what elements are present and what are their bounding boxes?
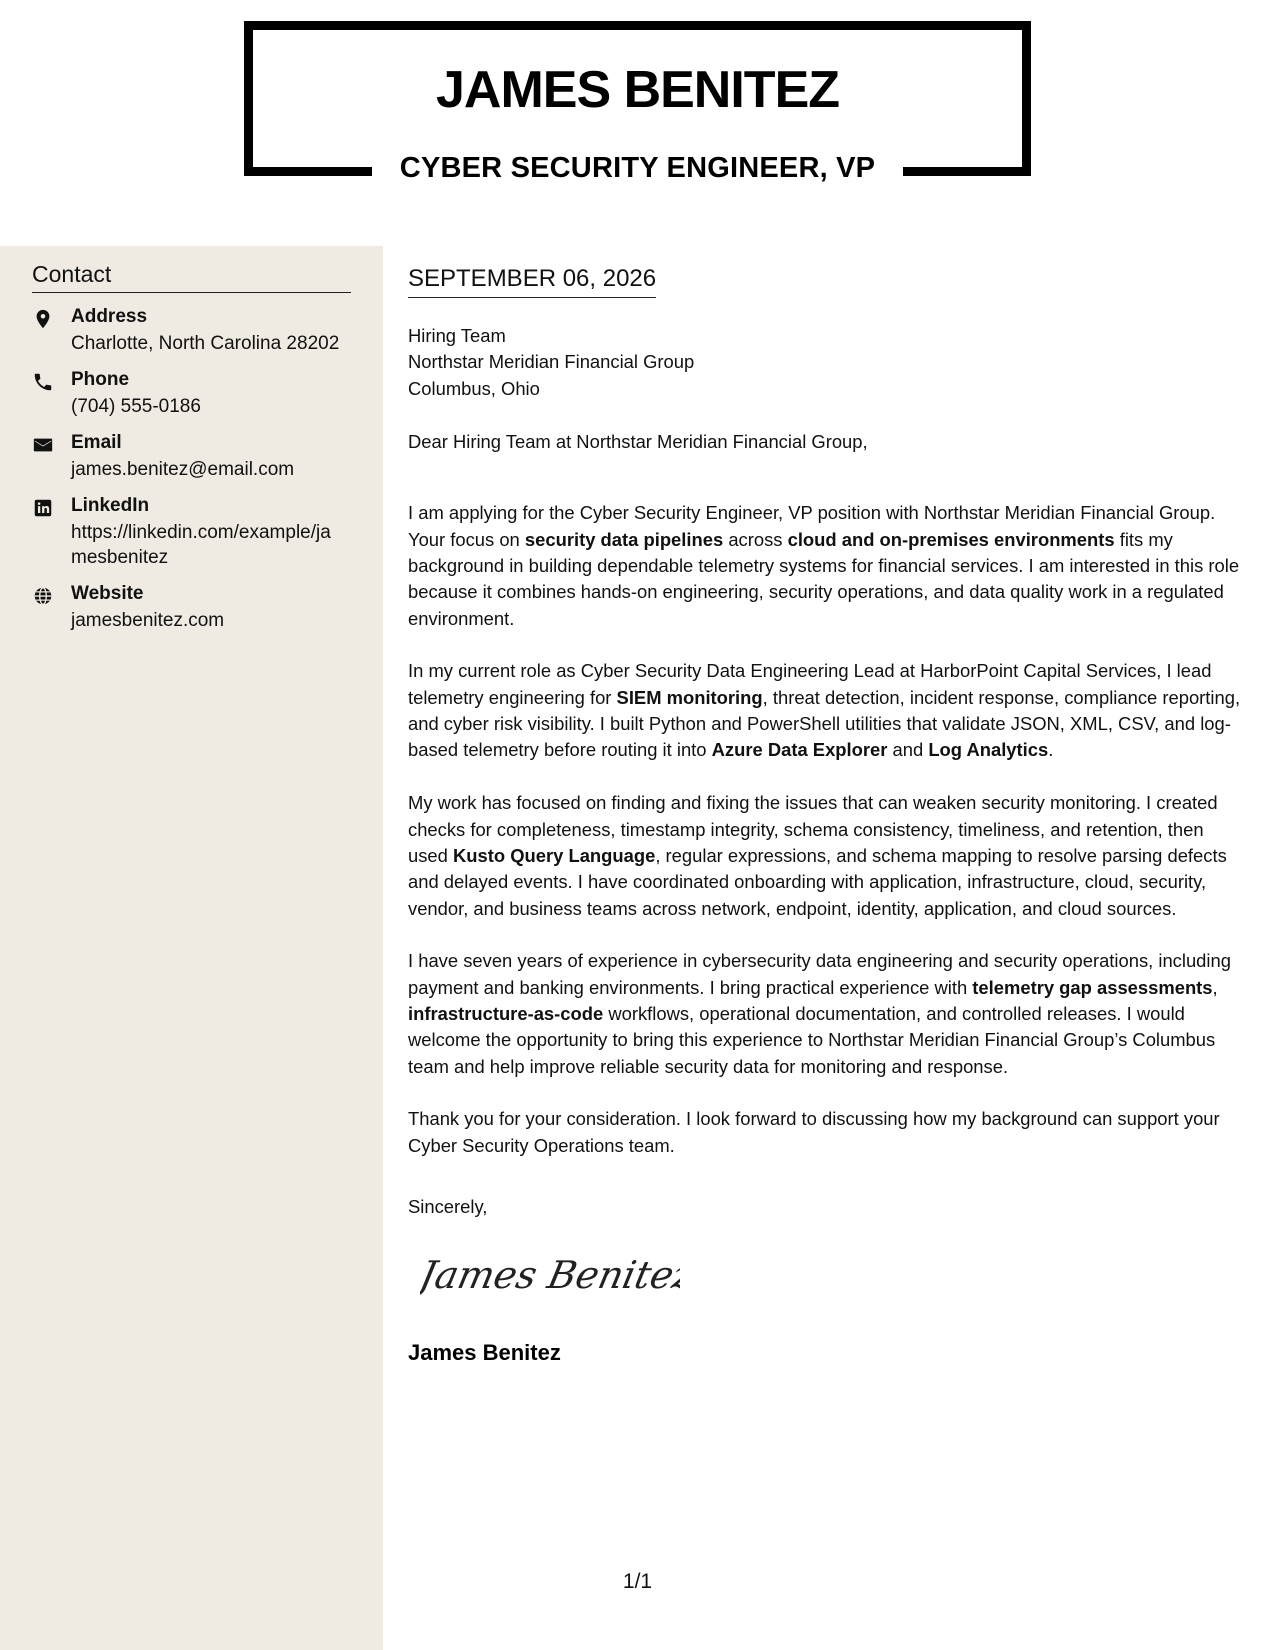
header-frame-bottom-right: [903, 167, 1031, 176]
bold-phrase: infrastructure-as-code: [408, 1002, 604, 1024]
text-run: I have seven years of experience in cybersecurity data engineering and security operations, including payment and banking environments. I bring practical experience with: [408, 950, 1231, 998]
contact-label: Website: [71, 583, 144, 604]
job-title: CYBER SECURITY ENGINEER, VP: [399, 152, 876, 184]
bold-phrase: cloud and on-premises environments: [787, 528, 1115, 550]
phone-icon: [32, 371, 56, 395]
body-paragraph: [408, 1106, 1248, 1159]
body-paragraph: [408, 948, 1248, 1079]
contact-value: (704) 555-0186: [71, 396, 201, 417]
recipient-line: Hiring Team: [408, 325, 506, 346]
greeting: Dear Hiring Team at Northstar Meridian Financial Group,: [408, 431, 868, 452]
header-frame-bottom-left: [244, 167, 372, 176]
text-run: .: [1048, 739, 1054, 761]
bold-phrase: telemetry gap assessments: [972, 976, 1213, 998]
bold-phrase: security data pipelines: [524, 528, 724, 550]
text-run: and: [887, 739, 929, 761]
contact-label: LinkedIn: [71, 495, 150, 516]
body-paragraph: [408, 790, 1248, 921]
bold-phrase: Azure Data Explorer: [711, 739, 888, 761]
text-run: My work has focused on finding and fixing the issues that can weaken security monitoring. I created checks for completeness, timestamp integrity, schema consistency, timeliness, and retention, then used: [408, 792, 1218, 866]
contact-value: Charlotte, North Carolina 28202: [71, 333, 340, 354]
bold-phrase: SIEM monitoring: [616, 686, 763, 708]
contact-value: jamesbenitez.com: [71, 610, 225, 631]
text-run: ,: [1212, 976, 1218, 998]
text-run: workflows, operational documentation, and controlled releases. I would welcome the opportunity to bring this experience to Northstar Meridian Financial Group’s Columbus team and help improve reliable security data for monitoring and response.: [408, 1002, 1216, 1077]
body-paragraph: [408, 500, 1248, 631]
contact-label: Address: [71, 306, 148, 327]
bold-phrase: Log Analytics: [928, 739, 1049, 761]
contact-label: Phone: [71, 369, 130, 390]
text-run: , threat detection, incident response, compliance reporting, and cyber risk visibility. I built Python and PowerShell utilities that validate JSON, XML, CSV, and log-based telemetry before routing it into: [408, 686, 1241, 761]
signature-text: James Benitez: [420, 1253, 680, 1298]
text-run: fits my background in building dependable telemetry systems for financial services. I am interested in this role because it combines hands-on engineering, security operations, and data quality work in a regulated environment.: [408, 528, 1240, 629]
globe-icon: [32, 585, 56, 609]
text-run: across: [723, 528, 788, 550]
handwritten-signature: [420, 1240, 680, 1310]
map-pin-icon: [32, 308, 56, 332]
linkedin-icon: [32, 497, 56, 521]
text-run: I am applying for the Cyber Security Engineer, VP position with Northstar Meridian Financial Group. Your focus on: [408, 502, 1216, 550]
text-run: In my current role as Cyber Security Data Engineering Lead at HarborPoint Capital Services, I lead telemetry engineering for: [408, 660, 1212, 708]
letter-date: SEPTEMBER 06, 2026: [408, 265, 656, 298]
recipient-line: Columbus, Ohio: [408, 377, 540, 399]
recipient-block: [408, 323, 1248, 402]
bold-phrase: Kusto Query Language: [453, 844, 656, 866]
page-number: 1/1: [622, 1570, 653, 1593]
contact-heading: Contact: [32, 261, 351, 293]
envelope-icon: [32, 434, 56, 458]
closing: Sincerely,: [408, 1196, 488, 1217]
recipient-line: Northstar Meridian Financial Group: [408, 351, 695, 373]
contact-value: https://linkedin.com/example/jamesbenitez: [71, 522, 331, 568]
contact-label: Email: [71, 432, 122, 453]
applicant-name: JAMES BENITEZ: [435, 61, 840, 119]
text-run: Thank you for your consideration. I look forward to discussing how my background can support your Cyber Security Operations team.: [408, 1108, 1220, 1156]
signer-name: James Benitez: [408, 1340, 561, 1365]
text-run: , regular expressions, and schema mapping to resolve parsing defects and delayed events. I have coordinated onboarding with application, infrastructure, cloud, security, vendor, and business teams across network, endpoint, identity, application, and cloud sources.: [408, 844, 1227, 919]
body-paragraph: [408, 658, 1248, 763]
contact-value: james.benitez@email.com: [71, 459, 295, 480]
